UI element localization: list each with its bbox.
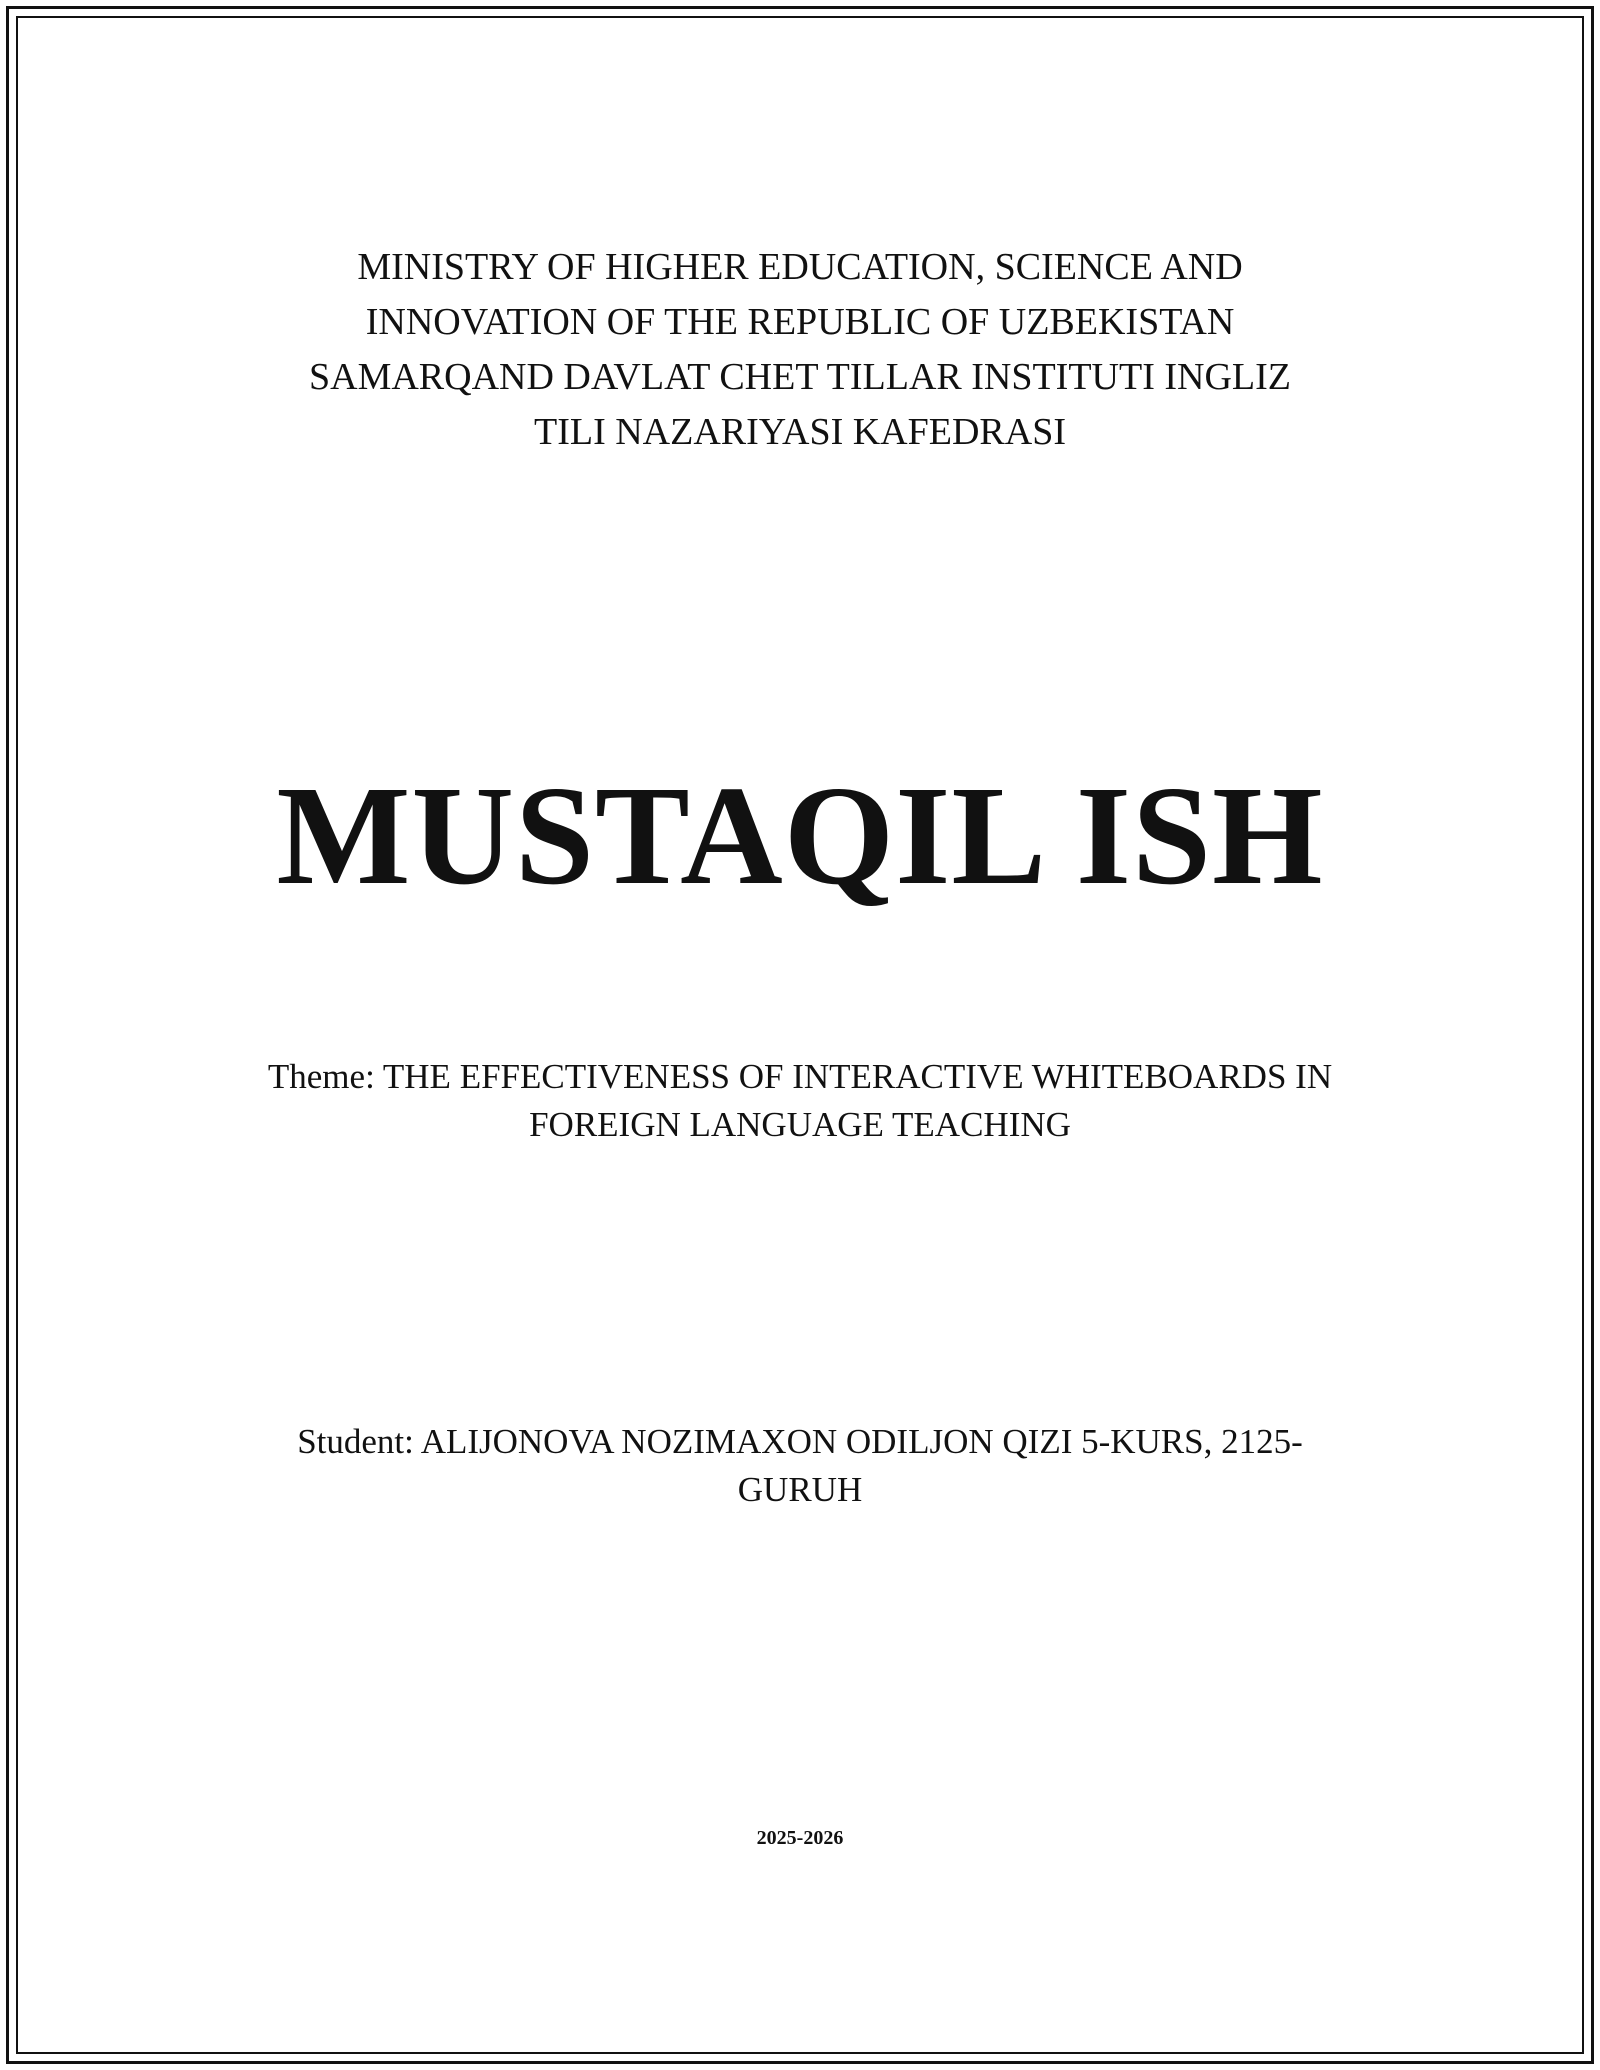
- academic-year: 2025-2026: [756, 1827, 844, 1849]
- document-title: MUSTAQIL ISH: [276, 756, 1324, 914]
- header-line: MINISTRY OF HIGHER EDUCATION, SCIENCE AND: [357, 246, 1243, 288]
- institution-header: [0, 240, 1600, 460]
- theme-text: [0, 1053, 1600, 1149]
- student-line: GURUH: [737, 1470, 863, 1509]
- student-line: Student: ALIJONOVA NOZIMAXON ODILJON QIZI 5-KURS, 2125-: [297, 1422, 1303, 1461]
- student-info: [0, 1418, 1600, 1514]
- header-line: INNOVATION OF THE REPUBLIC OF UZBEKISTAN: [365, 301, 1235, 343]
- header-line: SAMARQAND DAVLAT CHET TILLAR INSTITUTI INGLIZ: [309, 356, 1291, 398]
- theme-line: FOREIGN LANGUAGE TEACHING: [529, 1105, 1071, 1144]
- header-line: TILI NAZARIYASI KAFEDRASI: [534, 411, 1066, 453]
- theme-line: Theme: THE EFFECTIVENESS OF INTERACTIVE WHITEBOARDS IN: [267, 1057, 1333, 1096]
